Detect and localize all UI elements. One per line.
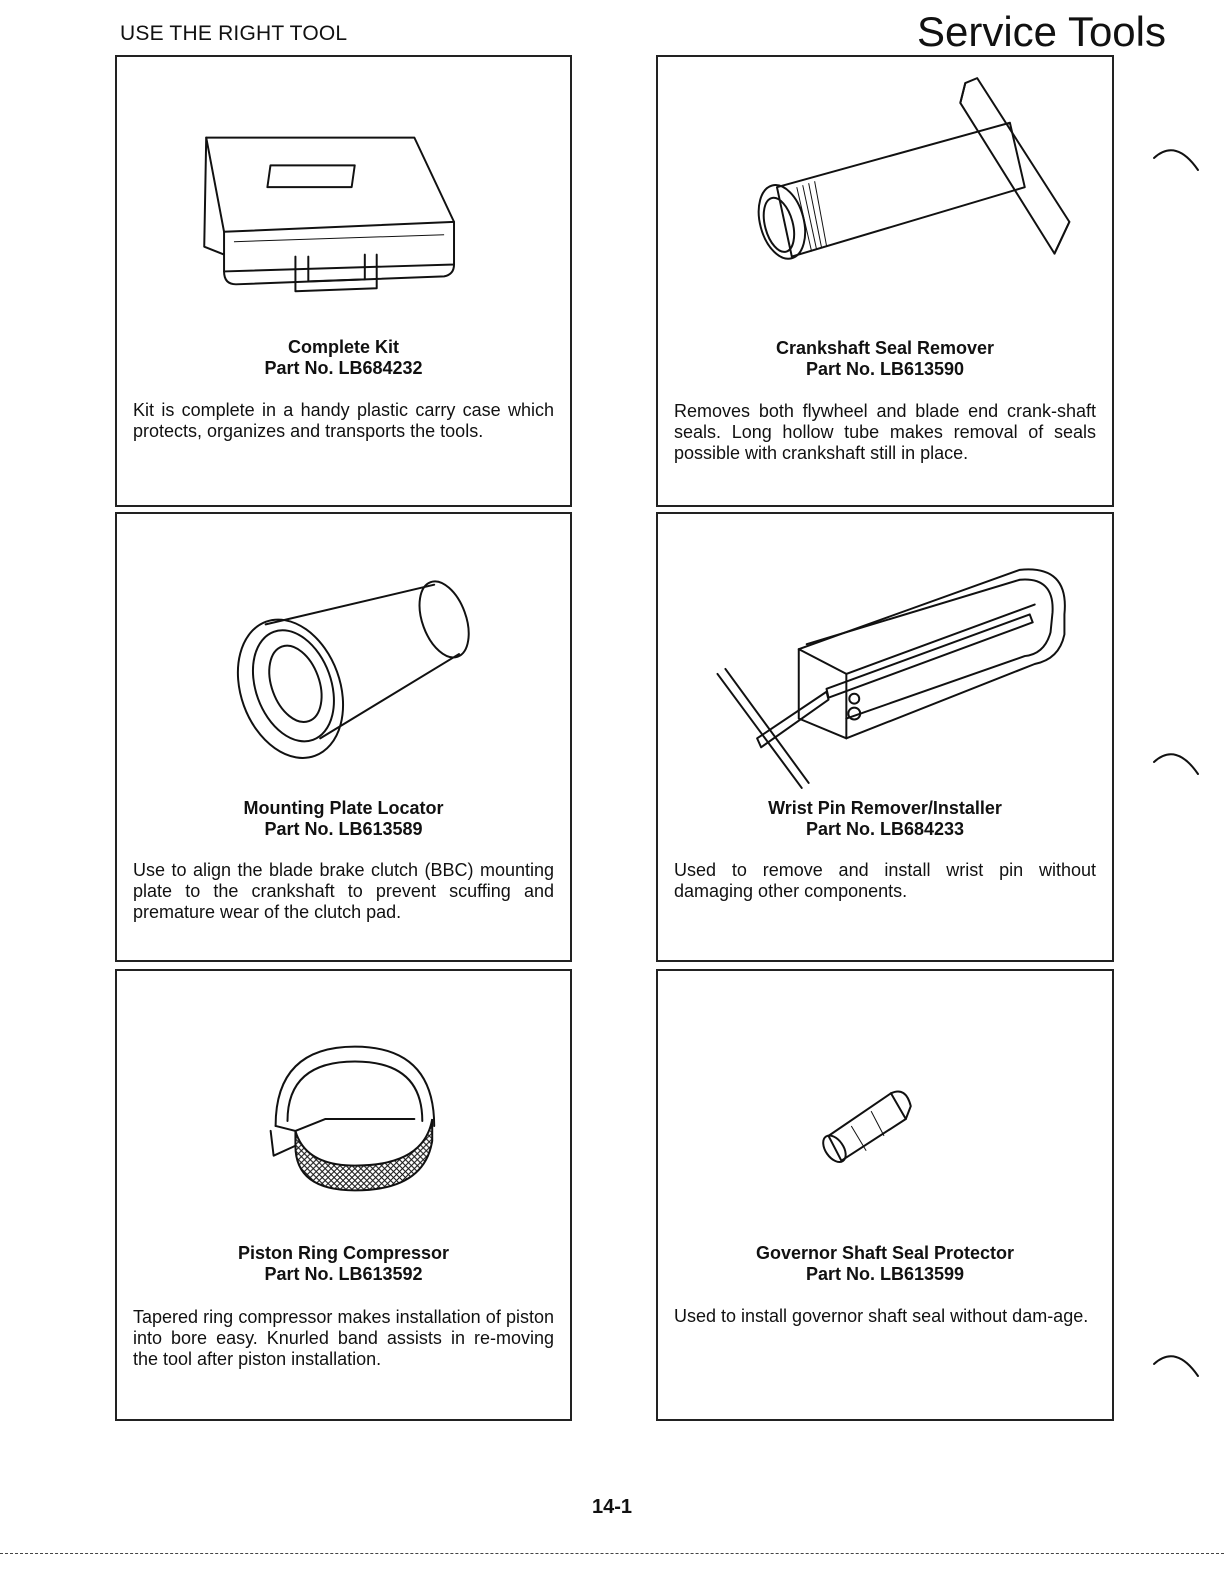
tool-card-wrist-pin-remover-installer	[656, 512, 1114, 962]
t-handle-tube-icon	[658, 57, 1112, 357]
seal-protector-icon	[658, 971, 1112, 1271]
tool-card-governor-shaft-seal-protector	[656, 969, 1114, 1421]
section-label: USE THE RIGHT TOOL	[120, 22, 348, 45]
footer-rule	[0, 1553, 1224, 1554]
tool-part-number: Part No. LB684233	[805, 819, 965, 839]
tool-description: Tapered ring compressor makes installation of piston into bore easy. Knurled band assists in re-moving the tool after piston installation.	[133, 1307, 554, 1369]
tool-description: Used to remove and install wrist pin without damaging other components.	[674, 860, 1096, 901]
page-title: Service Tools	[916, 8, 1166, 55]
tool-description: Use to align the blade brake clutch (BBC) mounting plate to the crankshaft to prevent scuffing and premature wear of the clutch pad.	[133, 860, 554, 922]
ring-compressor-icon	[117, 971, 570, 1271]
tool-card-piston-ring-compressor	[115, 969, 572, 1421]
tool-part-number: Part No. LB613599	[805, 1264, 965, 1284]
flanged-sleeve-icon	[117, 514, 570, 814]
tool-name: Crankshaft Seal Remover	[775, 338, 995, 358]
tool-description: Kit is complete in a handy plastic carry case which protects, organizes and transports the tools.	[133, 400, 554, 441]
press-frame-icon	[658, 514, 1112, 814]
tool-part-number: Part No. LB613589	[264, 819, 423, 839]
tool-part-number: Part No. LB684232	[264, 358, 423, 378]
binder-mark-icon	[1146, 742, 1206, 782]
tool-card-crankshaft-seal-remover	[656, 55, 1114, 507]
tool-name: Piston Ring Compressor	[237, 1243, 450, 1263]
tool-description: Used to install governor shaft seal without dam-age.	[674, 1306, 1089, 1326]
tool-part-number: Part No. LB613592	[264, 1264, 423, 1284]
tool-description: Removes both flywheel and blade end crank-shaft seals. Long hollow tube makes removal of seals possible with crankshaft still in place.	[674, 401, 1096, 463]
tool-name: Complete Kit	[287, 337, 399, 357]
page-number: 14-1	[591, 1496, 633, 1518]
tool-card-mounting-plate-locator	[115, 512, 572, 962]
tool-part-number: Part No. LB613590	[805, 359, 965, 379]
tool-card-complete-kit	[115, 55, 572, 507]
tool-name: Governor Shaft Seal Protector	[755, 1243, 1015, 1263]
binder-mark-icon	[1146, 1344, 1206, 1384]
binder-mark-icon	[1146, 138, 1206, 178]
tool-name: Mounting Plate Locator	[243, 798, 444, 818]
carry-case-icon	[117, 57, 570, 357]
tool-name: Wrist Pin Remover/Installer	[768, 798, 1002, 818]
